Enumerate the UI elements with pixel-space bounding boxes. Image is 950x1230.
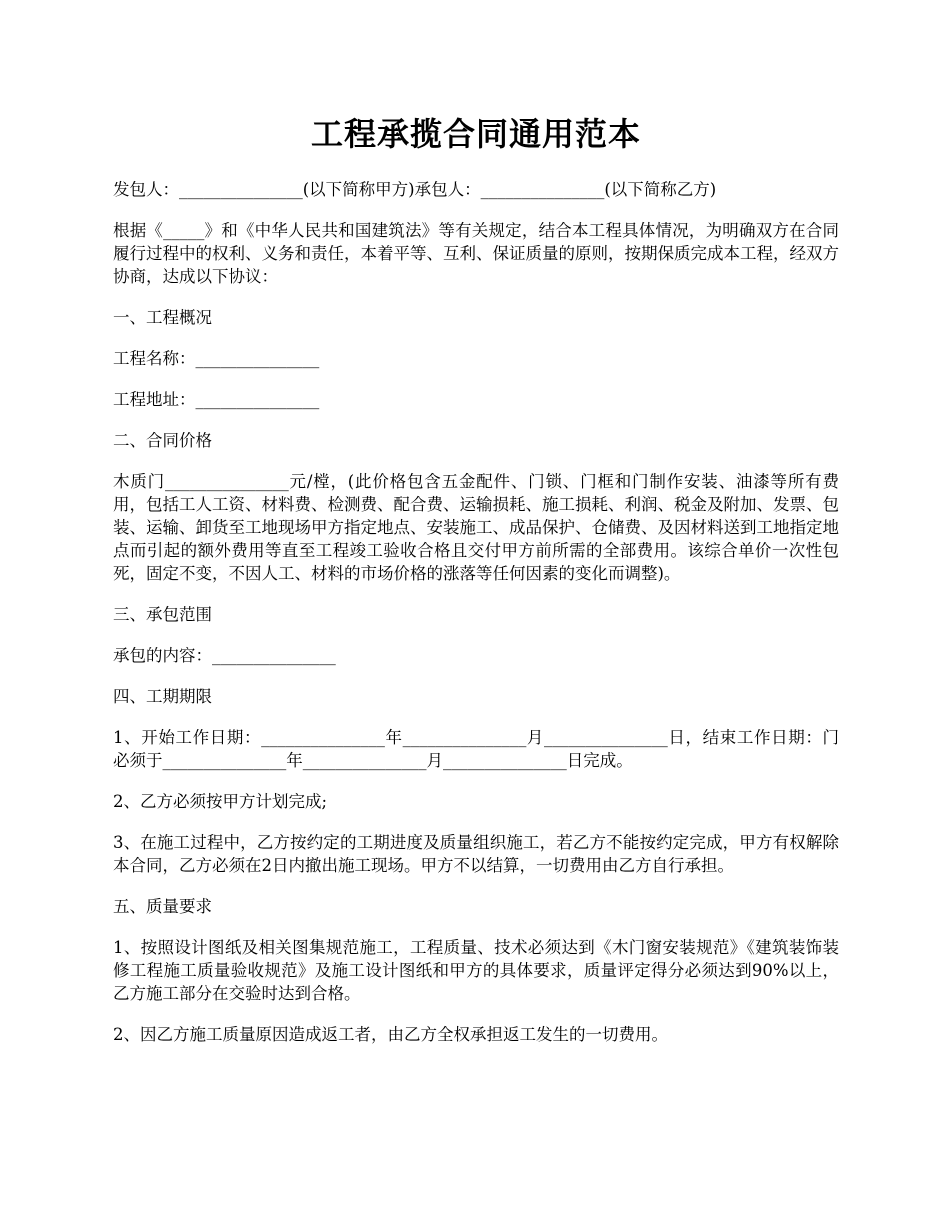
- section-heading-contract-price: 二、合同价格: [113, 431, 212, 450]
- section-heading-scope: 三、承包范围: [113, 605, 212, 624]
- quality-clause-2: 2、因乙方施工质量原因造成返工者，由乙方全权承担返工发生的一切费用。: [113, 1025, 668, 1044]
- document-title: 工程承揽合同通用范本: [310, 115, 641, 153]
- section-heading-quality: 五、质量要求: [113, 897, 212, 916]
- document-body: [113, 110, 839, 1064]
- section-heading-project-overview: 一、工程概况: [113, 308, 212, 327]
- project-address-field: 工程地址：_______________: [113, 390, 320, 409]
- schedule-clause-2: 2、乙方必须按甲方计划完成;: [113, 792, 328, 811]
- section-heading-schedule: 四、工期期限: [113, 687, 212, 706]
- project-name-field: 工程名称：_______________: [113, 349, 320, 368]
- parties-line: 发包人：_______________(以下简称甲方)承包人：_______________(以下简称乙方): [113, 180, 717, 199]
- scope-content-field: 承包的内容：_______________: [113, 646, 336, 665]
- schedule-clause-1: 1、开始工作日期：_______________年_______________月_______________日，结束工作日期：门必须于_______________年_______________月_______________日完成。: [113, 728, 839, 770]
- schedule-clause-3: 3、在施工过程中，乙方按约定的工期进度及质量组织施工，若乙方不能按约定完成，甲方有权解除本合同，乙方必须在2日内撤出施工现场。甲方不以结算，一切费用由乙方自行承担。: [113, 833, 839, 875]
- preamble-paragraph: 根据《_____》和《中华人民共和国建筑法》等有关规定，结合本工程具体情况，为明确双方在合同履行过程中的权利、义务和责任，本着平等、互利、保证质量的原则，按期保质完成本工程，经双方协商，达成以下协议：: [113, 221, 839, 286]
- price-paragraph: 木质门_______________元/樘，(此价格包含五金配件、门锁、门框和门制作安装、油漆等所有费用，包括工人工资、材料费、检测费、配合费、运输损耗、施工损耗、利润、税金及附加、发票、包装、运输、卸货至工地现场甲方指定地点、安装施工、成品保护、仓储费、及因材料送到工地指定地点而引起的额外费用等直至工程竣工验收合格且交付甲方前所需的全部费用。该综合单价一次性包死，固定不变，不因人工、材料的市场价格的涨落等任何因素的变化而调整)。: [113, 472, 839, 583]
- quality-clause-1: 1、按照设计图纸及相关图集规范施工，工程质量、技术必须达到《木门窗安装规范》《建筑装饰装修工程施工质量验收规范》及施工设计图纸和甲方的具体要求，质量评定得分必须达到90%以上，乙方施工部分在交验时达到合格。: [113, 938, 839, 1003]
